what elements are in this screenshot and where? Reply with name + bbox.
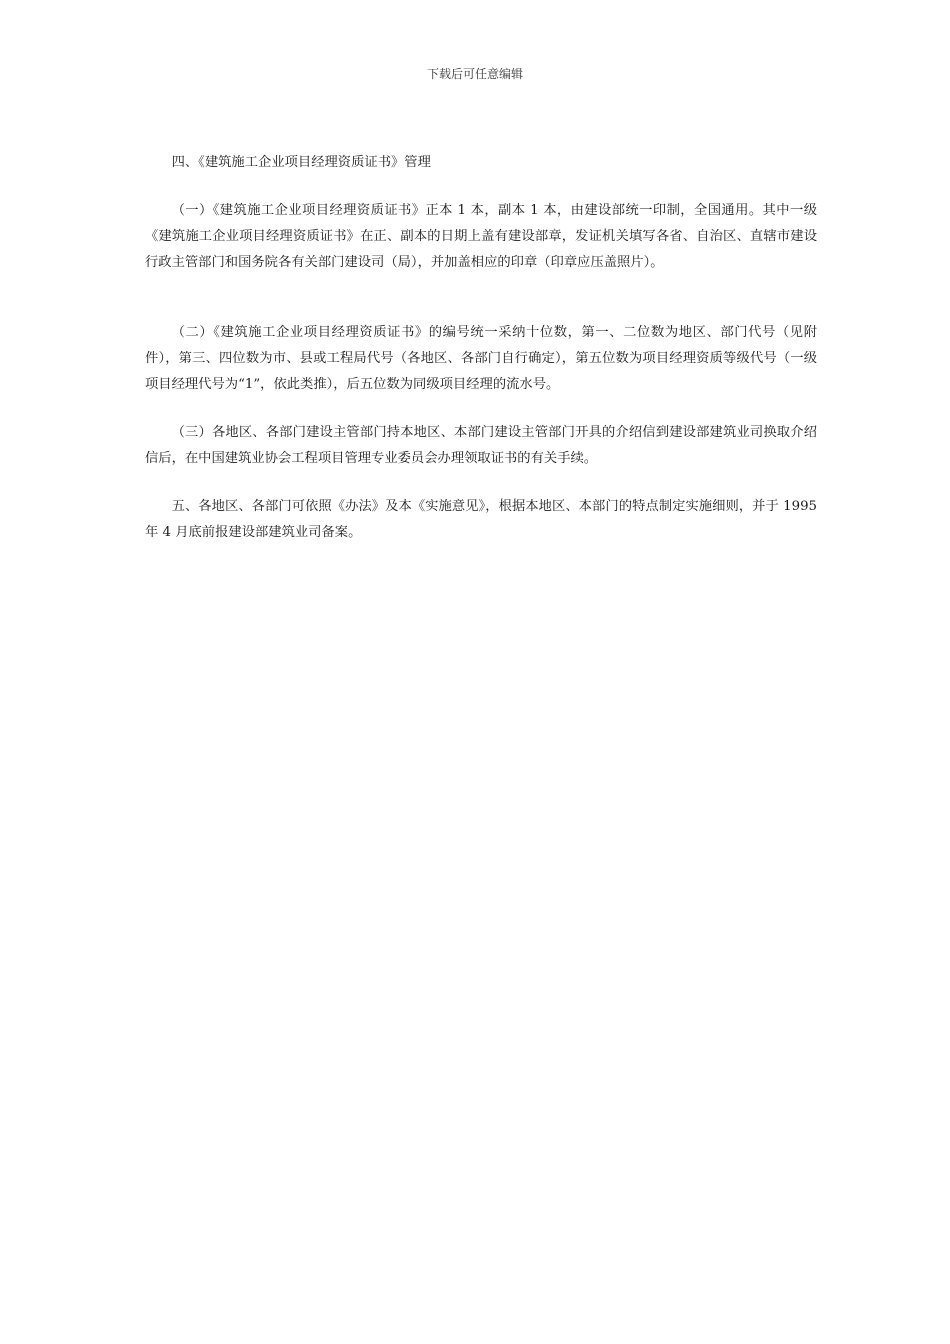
paragraph-1: （一）《建筑施工企业项目经理资质证书》正本 1 本，副本 1 本，由建设部统一印制，全国通用。其中一级《建筑施工企业项目经理资质证书》在正、副本的日期上盖有建设部章，发证机关填写各省、自治区、直辖市建设行政主管部门和国务院各有关部门建设司（局），并加盖相应的印章（印章应压盖照片）。 (145, 203, 817, 270)
section-4-heading: 四、《建筑施工企业项目经理资质证书》管理 (171, 155, 431, 170)
document-body (145, 150, 817, 546)
header-note: 下载后可任意编辑 (426, 67, 523, 81)
paragraph-2: （二）《建筑施工企业项目经理资质证书》的编号统一采纳十位数，第一、二位数为地区、部门代号（见附件），第三、四位数为市、县或工程局代号（各地区、各部门自行确定），第五位数为项目经理资质等级代号（一级项目经理代号为“1”，依此类推），后五位数为同级项目经理的流水号。 (145, 325, 817, 392)
section-5-paragraph: 五、各地区、各部门可依照《办法》及本《实施意见》，根据本地区、本部门的特点制定实施细则，并于 1995 年 4 月底前报建设部建筑业司备案。 (145, 499, 817, 540)
paragraph-3: （三）各地区、各部门建设主管部门持本地区、本部门建设主管部门开具的介绍信到建设部建筑业司换取介绍信后，在中国建筑业协会工程项目管理专业委员会办理领取证书的有关手续。 (145, 425, 817, 466)
